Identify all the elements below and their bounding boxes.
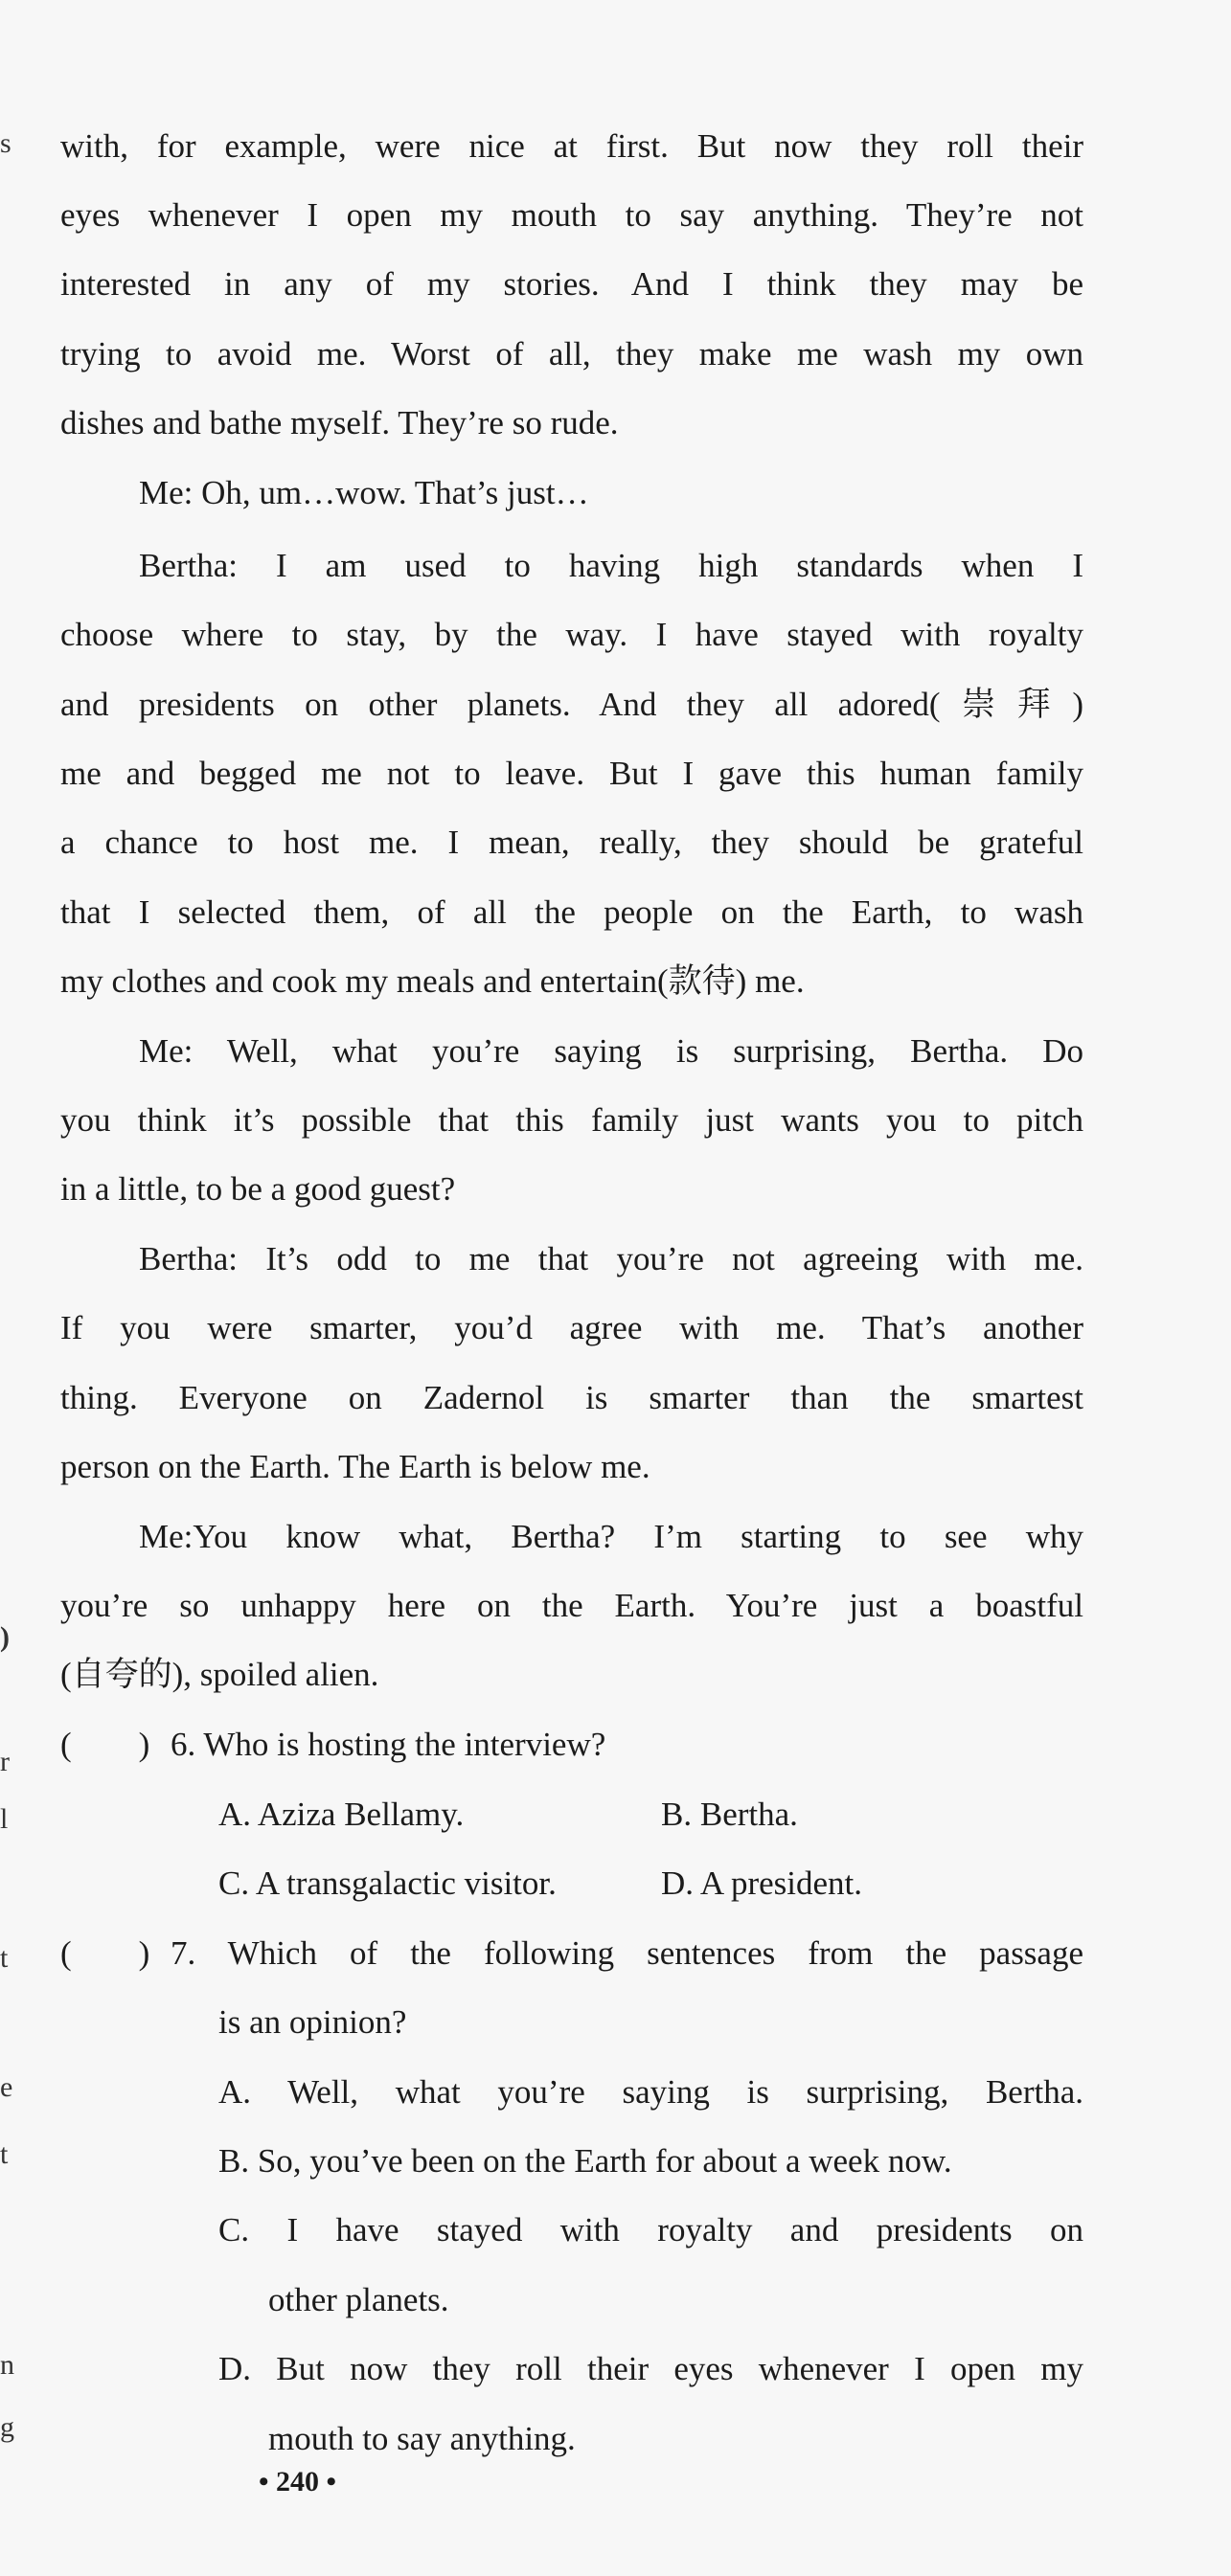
passage-line: with, for example, were nice at first. But now they roll their — [60, 127, 1083, 165]
answer-blank[interactable]: ( ) — [60, 1934, 150, 1972]
gutter-mark: t — [0, 2138, 9, 2170]
passage-line: dishes and bathe myself. They’re so rude. — [60, 404, 619, 441]
passage-line: eyes whenever I open my mouth to say anything. They’re not — [60, 196, 1083, 234]
answer-blank[interactable]: ( ) — [60, 1726, 150, 1763]
question-stem: 6. Who is hosting the interview? — [171, 1726, 606, 1763]
passage-line: trying to avoid me. Worst of all, they make me wash my own — [60, 335, 1083, 373]
option-b[interactable]: B. Bertha. — [661, 1796, 798, 1833]
passage-line: me and begged me not to leave. But I gave this human family — [60, 755, 1083, 792]
dialogue-line: Me: Oh, um…wow. That’s just… — [139, 474, 589, 511]
option-c[interactable]: C. I have stayed with royalty and presidents on — [218, 2211, 1083, 2248]
passage-line: my clothes and cook my meals and entertain(款待) me. — [60, 962, 805, 1000]
passage-line: in a little, to be a good guest? — [60, 1170, 456, 1208]
option-c-continued: other planets. — [268, 2281, 449, 2318]
option-d[interactable]: D. But now they roll their eyes whenever I open my — [218, 2350, 1083, 2387]
question-stem-continued: is an opinion? — [218, 2003, 407, 2041]
passage-line: choose where to stay, by the way. I have stayed with royalty — [60, 616, 1083, 653]
passage-line: (自夸的), spoiled alien. — [60, 1656, 379, 1693]
passage-line: thing. Everyone on Zadernol is smarter than the smartest — [60, 1379, 1083, 1416]
page-number: • 240 • — [259, 2466, 337, 2497]
gutter-mark: r — [0, 1746, 10, 1777]
dialogue-line: Me:You know what, Bertha? I’m starting to see why — [139, 1518, 1083, 1555]
gutter-mark: e — [0, 2071, 13, 2103]
passage-line: you think it’s possible that this family just wants you to pitch — [60, 1101, 1083, 1139]
gutter-mark: n — [0, 2349, 14, 2381]
gutter-mark: g — [0, 2411, 14, 2443]
option-b[interactable]: B. So, you’ve been on the Earth for about a week now. — [218, 2142, 952, 2180]
question-stem: 7. Which of the following sentences from the passage — [171, 1934, 1083, 1972]
dialogue-line: Bertha: I am used to having high standards when I — [139, 547, 1083, 584]
dialogue-line: Bertha: It’s odd to me that you’re not agreeing with me. — [139, 1240, 1083, 1277]
passage-line: you’re so unhappy here on the Earth. You’re just a boastful — [60, 1587, 1083, 1624]
option-a[interactable]: A. Aziza Bellamy. — [218, 1796, 465, 1833]
passage-line: a chance to host me. I mean, really, they should be grateful — [60, 824, 1083, 861]
passage-line: interested in any of my stories. And I think they may be — [60, 265, 1083, 303]
option-a[interactable]: A. Well, what you’re saying is surprising, Bertha. — [218, 2073, 1083, 2111]
passage-line: If you were smarter, you’d agree with me. That’s another — [60, 1309, 1083, 1346]
passage-line: that I selected them, of all the people on the Earth, to wash — [60, 893, 1083, 931]
option-d-continued: mouth to say anything. — [268, 2420, 576, 2457]
passage-line: and presidents on other planets. And they all adored(崇拜) — [60, 686, 1083, 723]
option-c[interactable]: C. A transgalactic visitor. — [218, 1864, 557, 1902]
gutter-mark: t — [0, 1942, 9, 1974]
option-d[interactable]: D. A president. — [661, 1864, 862, 1902]
passage-line: person on the Earth. The Earth is below me. — [60, 1448, 650, 1485]
gutter-mark: ) — [0, 1621, 10, 1653]
gutter-mark: l — [0, 1803, 9, 1835]
dialogue-line: Me: Well, what you’re saying is surprising, Bertha. Do — [139, 1032, 1083, 1070]
gutter-mark: s — [0, 127, 11, 159]
